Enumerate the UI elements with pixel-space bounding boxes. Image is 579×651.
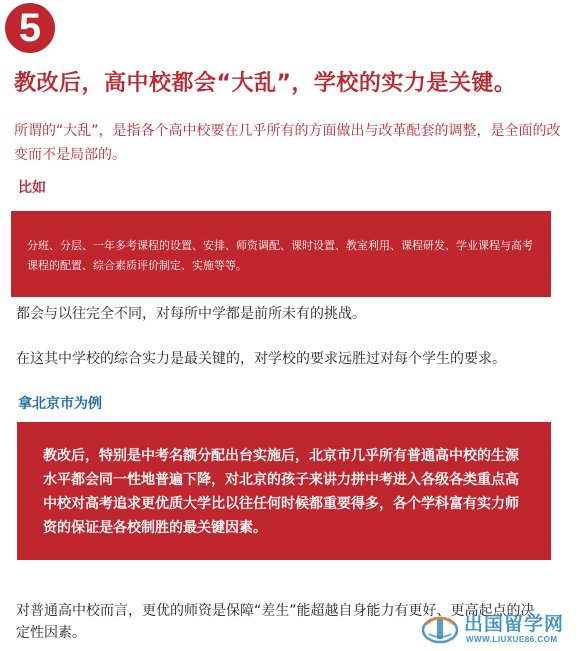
- intro-text: 所谓的“大乱”，是指各个高中校要在几乎所有的方面做出与改革配套的调整，是全面的改变而不是局部的。: [14, 123, 561, 163]
- example-label: 比如: [18, 180, 46, 196]
- globe-logo-icon: [420, 610, 460, 646]
- beijing-label: 拿北京市为例: [18, 396, 102, 412]
- example-box: [11, 211, 551, 297]
- section-number: 5: [18, 6, 42, 50]
- watermark-url: WWW.LIUXUE86.COM: [466, 635, 558, 644]
- example-box-text: 分班、分层、一年多考课程的设置、安排、师资调配、课时设置、教室利用、课程研发、学业课程与高考课程的配置、综合素质评价制定、实施等等。: [27, 239, 533, 272]
- beijing-box-text: 教改后，特别是中考名额分配出台实施后，北京市几乎所有普通高中校的生源水平都会同一性地普遍下降，对北京的孩子来讲力拼中考进入各级各类重点高中校对高考追求更优质大学比以往任何时候都重要得多，各个学科富有实力师资的保证是各校制胜的最关键因素。: [43, 448, 519, 536]
- beijing-box: [17, 422, 551, 560]
- watermark-name: 出国留学网: [464, 613, 565, 635]
- section-number-badge: [5, 3, 55, 53]
- paragraph-teachers: 对普通高中校而言，更优的师资是保障“差生”能超越自身能力有更好、更高起点的决定性因素。: [16, 603, 535, 641]
- watermark: [420, 608, 579, 650]
- headline: 教改后，高中校都会“大乱”，学校的实力是关键。: [14, 71, 517, 96]
- paragraph-strength: 在这其中学校的综合实力是最关键的，对学校的要求远胜过对每个学生的要求。: [16, 351, 506, 367]
- paragraph-challenge: 都会与以往完全不同，对每所中学都是前所未有的挑战。: [16, 306, 366, 322]
